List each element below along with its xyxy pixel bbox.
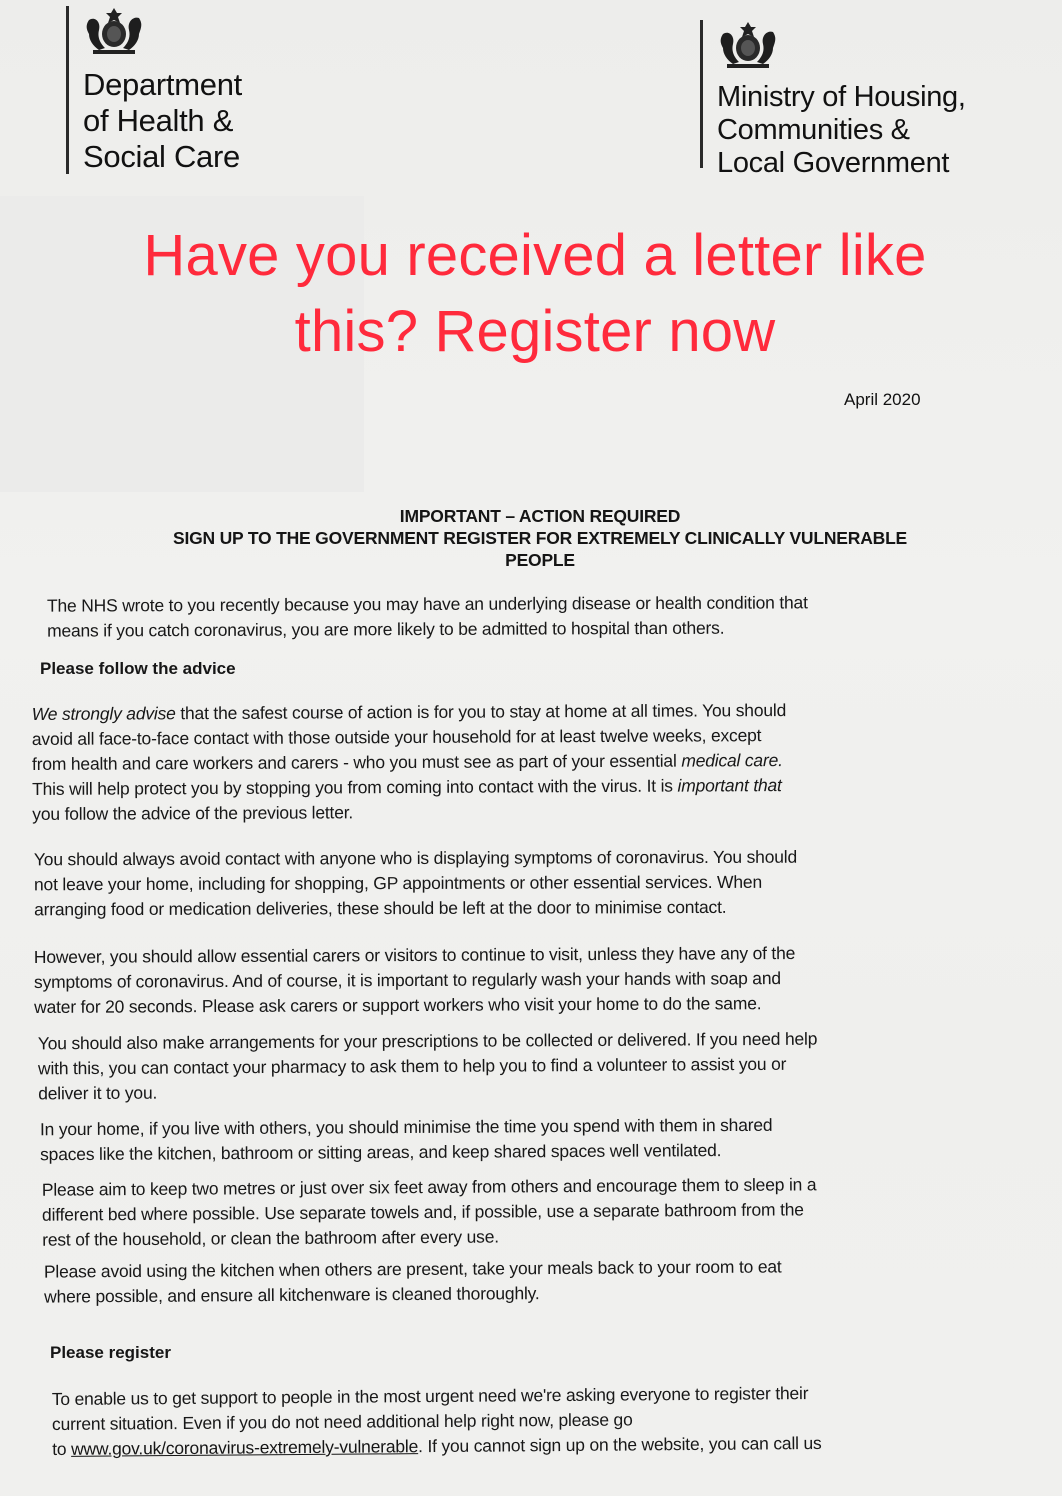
section-title-follow-advice: Please follow the advice — [40, 659, 236, 678]
advice-paragraph-6: Please aim to keep two metres or just over six feet away from others and encourage them to sleep in a different bed where possible. Use separate towels and, if possible, use a separate bathroom from the rest of the household, or clean the bathroom after every use. — [41, 1174, 817, 1250]
register-website-link[interactable]: www.gov.uk/coronavirus-extremely-vulnerable — [70, 1436, 419, 1459]
mhclg-logo — [700, 20, 966, 180]
letter-date: April 2020 — [844, 390, 921, 409]
dhsc-logo — [66, 6, 242, 175]
logo-rule — [700, 20, 703, 168]
advice-paragraph-5: In your home, if you live with others, you should minimise the time you spend with them in shared spaces like the kitchen, bathroom or sitting areas, and keep shared spaces well ventilated. — [39, 1114, 773, 1165]
advice-paragraph-4: You should also make arrangements for your prescriptions to be collected or delivered. If you need help with this, you can contact your pharmacy to ask them to help you to find a volunteer to assist you or deliver it to you. — [37, 1028, 818, 1104]
letter-headline: IMPORTANT – ACTION REQUIRED SIGN UP TO THE GOVERNMENT REGISTER FOR EXTREMELY CLINICALLY VULNERABLE PEOPLE — [172, 506, 908, 570]
section-title-please-register: Please register — [50, 1343, 171, 1362]
register-now-overlay-heading: Have you received a letter like this? Register now — [143, 223, 927, 364]
advice-paragraph-7: Please avoid using the kitchen when others are present, take your meals back to your room to eat where possible, and ensure all kitchenware is cleaned thoroughly. — [43, 1256, 782, 1307]
logo-rule — [66, 6, 69, 174]
mhclg-name: Ministry of Housing, Communities & Local Government — [717, 81, 966, 179]
intro-paragraph: The NHS wrote to you recently because you may have an underlying disease or health condition that means if you catch coronavirus, you are more likely to be admitted to hospital than others. — [46, 592, 808, 641]
advice-paragraph-2: You should always avoid contact with anyone who is displaying symptoms of coronavirus. You should not leave your home, including for shopping, GP appointments or other essential services. When arranging food or medication deliveries, these should be left at the door to minimise contact. — [33, 846, 798, 920]
register-paragraph: To enable us to get support to people in the most urgent need we're asking everyone to register their current situation. Even if you do not need additional help right now, please go to www.gov.uk/coronavirus-extremely-vulnerable. If you cannot sign up on the website, you can call us — [51, 1383, 822, 1460]
royal-crest-icon — [83, 6, 145, 58]
dhsc-name: Department of Health & Social Care — [83, 67, 242, 174]
royal-crest-icon — [717, 20, 779, 72]
advice-paragraph-1: We strongly advise that the safest course of action is for you to stay at home at all times. You should avoid all face-to-face contact with those outside your household for at least twelve weeks, except from health and care workers and carers - who you must see as part of your essential medical care. This will help protect you by stopping you from coming into contact with the virus. It is important that you follow the advice of the previous letter. — [31, 700, 787, 824]
advice-paragraph-3: However, you should allow essential carers or visitors to continue to visit, unless they have any of the symptoms of coronavirus. And of course, it is important to regularly wash your hands with soap and water for 20 seconds. Please ask carers or support workers who visit your home to do the same. — [33, 943, 796, 1017]
